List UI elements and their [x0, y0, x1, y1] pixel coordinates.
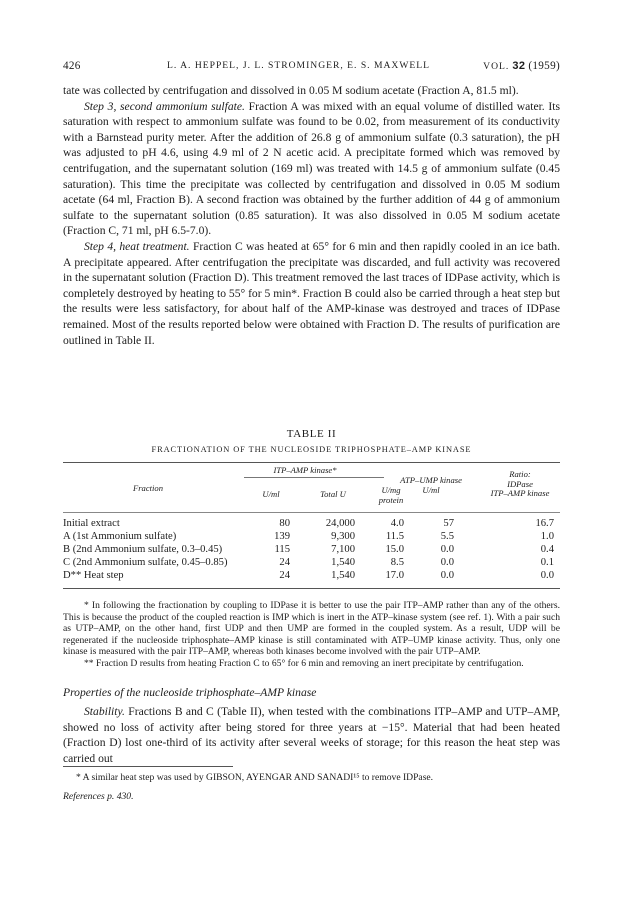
ratio-line2: IDPase	[507, 478, 533, 489]
header-year: (1959)	[528, 60, 560, 72]
table-header-rule	[63, 512, 560, 513]
table-row	[63, 518, 560, 531]
table-footnote-2: ** Fraction D results from heating Fraction C to 65° for 6 min and removing an inert precipitate by centrifugation.	[84, 657, 524, 669]
running-header	[63, 60, 560, 76]
cell-u-ml: 80	[279, 518, 290, 529]
table-header-total-u: Total U	[320, 489, 346, 499]
cell-u-ml: 139	[274, 531, 290, 542]
cell-u-mg: 11.5	[385, 531, 404, 542]
table-row	[63, 531, 560, 544]
table-footnotes	[63, 600, 560, 670]
cell-u-mg: 15.0	[385, 544, 404, 555]
body-text	[63, 83, 560, 348]
cell-fraction: A (1st Ammonium sulfate)	[63, 531, 177, 542]
table-title: TABLE II	[286, 428, 337, 440]
cell-ratio: 16.7	[535, 518, 554, 529]
header-authors: L. A. HEPPEL, J. L. STROMINGER, E. S. MAXWELL	[167, 60, 430, 71]
table-group-header: ITP–AMP kinase*	[273, 465, 337, 475]
step3-heading: Step 3, second ammonium sulfate.	[84, 99, 245, 113]
paragraph-stability	[63, 704, 560, 766]
table-footnote-1: * In following the fractionation by coupling to IDPase it is better to use the pair ITP–AMP rather than any of the others. This is because the product of the coupled reaction is IMP which is inert in the ATP–kinase system (see ref. 1). With a pair such as UTP–AMP, on the other hand, first UDP and then UMP are formed in the coupled system. As a result, UDP will be regenerated if the nucleoside triphosphate–AMP kinase is still contaminated with ATP–UMP kinase activity. Thus, only one kinase is measured with the pair ITP–AMP, whereas both kinases become involved with the pair UTP–AMP.	[63, 600, 560, 658]
stability-heading: Stability.	[84, 705, 125, 718]
page-number: 426	[63, 60, 81, 72]
ratio-line1: Ratio:	[509, 469, 531, 479]
cell-ratio: 0.4	[540, 544, 554, 555]
cell-u-ml: 115	[274, 544, 290, 555]
cell-total-u: 9,300	[331, 531, 355, 542]
cell-atp-ump: 57	[443, 518, 454, 529]
paragraph-continuation: tate was collected by centrifugation and dissolved in 0.05 M sodium acetate (Fraction A, 81.5 ml).	[63, 84, 519, 97]
table-header-u-ml: U/ml	[262, 489, 280, 499]
cell-u-mg: 17.0	[385, 570, 404, 581]
cell-u-mg: 8.5	[390, 557, 404, 568]
cell-total-u: 1,540	[331, 557, 355, 568]
cell-atp-ump: 0.0	[440, 570, 454, 581]
cell-total-u: 7,100	[331, 544, 355, 555]
step3-text: Fraction A was mixed with an equal volume of distilled water. Its saturation with respect to ammonium sulfate was found to be 0.02, from measurement of its conductivity with a Barnstead purity meter. After the addition of 26.8 g of ammonium sulfate (0.3 saturation), the pH was adjusted to pH 4.6, using 4.9 ml of 2 N acetic acid. A precipitate formed which was removed by centrifugation, and the supernatant solution (169 ml) was treated with 14.5 g of ammonium sulfate (0.45 saturation). This time the precipitate was collected by centrifugation and dissolved in 0.05 M sodium acetate (64 ml, Fraction B). A second fraction was obtained by the further addition of 44 g of ammonium sulfate to the supernatant solution (0.85 saturation). It was also dissolved in 0.05 M sodium acetate (Fraction C, 71 ml, pH 6.5-7.0).	[63, 99, 560, 238]
table-top-rule	[63, 462, 560, 463]
table-header-fraction: Fraction	[132, 483, 164, 493]
stability-paragraph	[63, 704, 560, 766]
table-row	[63, 570, 560, 583]
cell-u-ml: 24	[279, 557, 290, 568]
cell-fraction: D** Heat step	[63, 570, 124, 581]
table-caption: FRACTIONATION OF THE NUCLEOSIDE TRIPHOSPHATE–AMP KINASE	[151, 445, 472, 454]
footnote-rule	[63, 766, 233, 767]
cell-u-mg: 4.0	[390, 518, 404, 529]
table-bottom-rule	[63, 588, 560, 589]
table-row	[63, 544, 560, 557]
atp-ump-line1: ATP–UMP kinase	[400, 475, 462, 485]
cell-atp-ump: 5.5	[440, 531, 454, 542]
step4-text: Fraction C was heated at 65° for 6 min and then rapidly cooled in an ice bath. A precipitate appeared. After centrifugation the precipitate was discarded, and full activity was recovered in the supernatant solution (Fraction D). This treatment removed the last traces of IDPase activity, which is completely destroyed by heating to 55° for 5 min*. Fraction B could also be carried through a heat step but the results were less satisfactory, for about half of the AMP-kinase was destroyed and traces of IDPase remained. Most of the results reported below were obtained with Fraction D. The results of purification are outlined in Table II.	[63, 239, 561, 347]
cell-atp-ump: 0.0	[440, 557, 454, 568]
u-mg-line1: U/mg	[381, 485, 401, 495]
cell-fraction: Initial extract	[63, 518, 120, 529]
cell-ratio: 1.0	[540, 531, 554, 542]
u-mg-line2: protein	[378, 494, 404, 505]
cell-u-ml: 24	[279, 570, 290, 581]
cell-fraction: B (2nd Ammonium sulfate, 0.3–0.45)	[63, 544, 223, 555]
volume-number: 32	[512, 60, 526, 72]
step4-heading: Step 4, heat treatment.	[84, 239, 190, 253]
table-group-rule	[244, 477, 384, 478]
table-row	[63, 557, 560, 570]
paragraph-step4	[63, 239, 560, 348]
table-header-ratio	[480, 470, 560, 499]
header-volume	[483, 60, 560, 72]
cell-ratio: 0.0	[540, 570, 554, 581]
atp-ump-line2: U/ml	[422, 484, 440, 495]
paragraph-step3	[63, 99, 560, 239]
references-note: References p. 430.	[63, 791, 134, 802]
cell-atp-ump: 0.0	[440, 544, 454, 555]
volume-prefix: VOL.	[483, 61, 510, 72]
section-title: Properties of the nucleoside triphosphate–AMP kinase	[63, 686, 317, 699]
stability-text: Fractions B and C (Table II), when tested with the combinations ITP–AMP and UTP–AMP, showed no loss of activity after being stored for three years at −15°. Material that had been heated (Fraction D) lost one-third of its activity after several weeks of storage; for this reason the heat step was carried out	[63, 705, 560, 765]
ratio-line3: ITP–AMP kinase	[490, 488, 550, 498]
cell-total-u: 1,540	[331, 570, 355, 581]
cell-fraction: C (2nd Ammonium sulfate, 0.45–0.85)	[63, 557, 228, 568]
table-header-atp-ump	[386, 476, 476, 495]
cell-total-u: 24,000	[325, 518, 355, 529]
page-footnote: * A similar heat step was used by GIBSON, AYENGAR AND SANADI¹⁵ to remove IDPase.	[76, 772, 434, 783]
cell-ratio: 0.1	[540, 557, 554, 568]
